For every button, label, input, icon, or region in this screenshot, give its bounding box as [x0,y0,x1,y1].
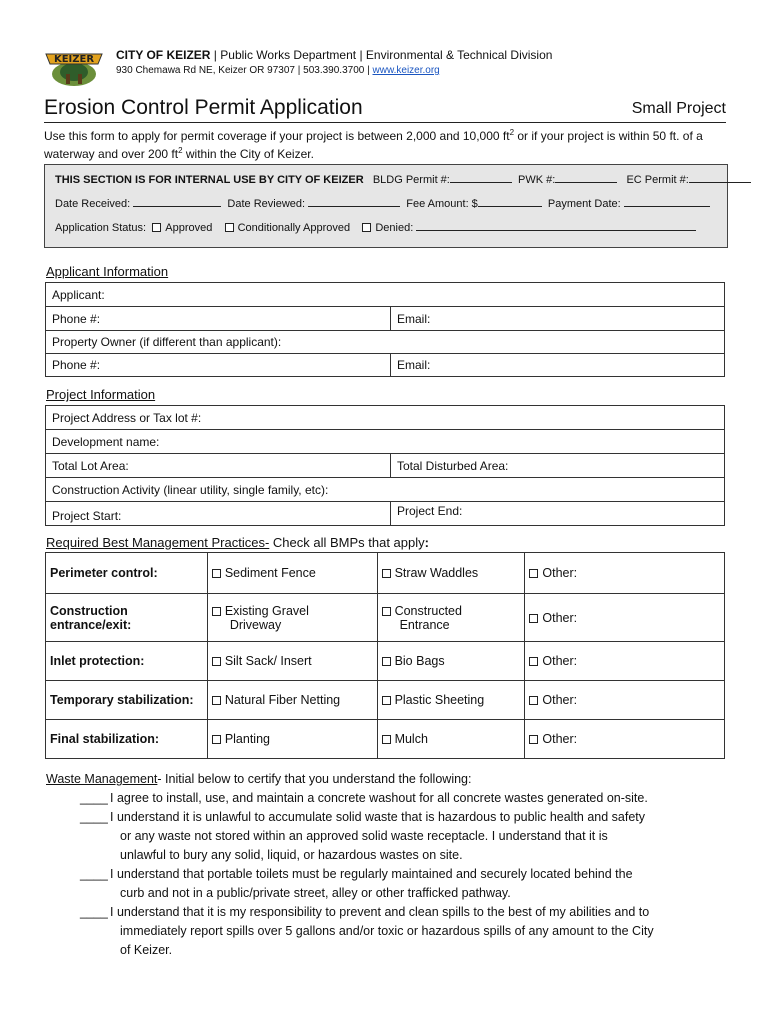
bmp-category: Inlet protection: [46,642,208,681]
project-end-field[interactable]: Project End: [391,502,725,526]
header-org-line [116,48,552,62]
page-subtitle: Small Project [631,100,726,117]
intro-text: Use this form to apply for permit coverage if your project is between 2,000 and 10,000 $ft^2$ or if your project is within 50 ft. of a waterway and over 200 $ft^2$ within the City of Keizer. [44,128,703,161]
applicant-email-field[interactable]: Email: [391,307,725,331]
payment-date-field[interactable] [624,195,710,207]
address: 930 Chemawa Rd NE, Keizer OR 97307 [116,65,295,76]
bmp-category: Construction entrance/exit: [46,594,208,642]
phone: 503.390.3700 [303,65,365,76]
ec-permit-field[interactable] [689,171,751,183]
logo-text: KEIZER [53,54,95,65]
title-divider [44,122,726,123]
separator-3: | [297,65,301,76]
division: Environmental & Technical Division [365,48,553,62]
internal-use-section [44,164,728,248]
bmp-category: Temporary stabilization: [46,681,208,720]
bmp-other[interactable]: Other: [525,720,725,759]
internal-row-2: Date Received: Date Reviewed: Fee Amount: $ Payment Date: [55,195,710,210]
bmp-option[interactable]: Mulch [377,720,525,759]
pwk-field[interactable] [555,171,617,183]
property-owner-field[interactable]: Property Owner (if different than applicant): [46,331,725,354]
waste-heading-line: Waste Management- Initial below to certify that you understand the following: [46,772,472,786]
bmp-category: Perimeter control: [46,553,208,594]
date-reviewed-field[interactable] [308,195,400,207]
date-received-field[interactable] [133,195,221,207]
bldg-permit-field[interactable] [450,171,512,183]
project-start-field[interactable]: Project Start: [46,502,391,526]
owner-phone-field[interactable]: Phone #: [46,354,391,377]
initial-blank[interactable]: ____ [80,791,108,805]
construction-activity-field[interactable]: Construction Activity (linear utility, single family, etc): [46,478,725,502]
development-name-field[interactable]: Development name: [46,430,725,454]
conditionally-approved-checkbox[interactable] [225,223,234,232]
department: Public Works Department [220,48,357,62]
initial-blank[interactable]: ____ [80,867,108,881]
bmp-option[interactable]: Constructed Entrance [377,594,525,642]
waste-heading: Waste Management [46,772,158,786]
page-title: Erosion Control Permit Application [44,96,363,119]
waste-management-section [46,770,736,960]
bmp-heading: Required Best Management Practices- Check all BMPs that apply: [46,535,429,550]
bmp-other[interactable]: Other: [525,642,725,681]
bmp-option[interactable]: Plastic Sheeting [377,681,525,720]
initial-blank[interactable]: ____ [80,905,108,919]
total-disturbed-area-field[interactable]: Total Disturbed Area: [391,454,725,478]
internal-row-3: Application Status: Approved Conditionally Approved Denied: [55,219,696,234]
waste-item-1: ____ I agree to install, use, and maintain a concrete washout for all concrete wastes generated on-site. [46,789,736,808]
total-lot-area-field[interactable]: Total Lot Area: [46,454,391,478]
bmp-option[interactable]: Bio Bags [377,642,525,681]
project-table [45,405,725,526]
header-contact-line [116,65,440,76]
bmp-other[interactable]: Other: [525,553,725,594]
bmp-category: Final stabilization: [46,720,208,759]
bmp-option[interactable]: Straw Waddles [377,553,525,594]
fee-amount-field[interactable] [478,195,542,207]
waste-item-4: ____ I understand that it is my responsibility to prevent and clean spills to the best of my abilities and to immediately report spills over 5 gallons and/or toxic or hazardous spills of any amount to the City of Keizer. [80,905,654,957]
internal-row-1: THIS SECTION IS FOR INTERNAL USE BY CITY OF KEIZER BLDG Permit #: PWK #: EC Permit #: [55,171,751,186]
applicant-field[interactable]: Applicant: [46,283,725,307]
city-logo [44,44,104,88]
bmp-row-perimeter [46,553,725,594]
bmp-option[interactable]: Planting [207,720,377,759]
bmp-other[interactable]: Other: [525,594,725,642]
bmp-row-temporary [46,681,725,720]
waste-item-2: ____ I understand it is unlawful to accumulate solid waste that is hazardous to public health and safety or any waste not stored within an approved solid waste receptacle. I understand that it is unlawful to bury any solid, liquid, or hazardous wastes on site. [80,810,646,862]
denied-checkbox[interactable] [362,223,371,232]
bmp-option[interactable]: Sediment Fence [207,553,377,594]
bmp-row-final [46,720,725,759]
applicant-phone-field[interactable]: Phone #: [46,307,391,331]
project-heading: Project Information [46,387,156,402]
internal-heading: THIS SECTION IS FOR INTERNAL USE BY CITY OF KEIZER [55,174,364,186]
waste-item-3: ____ I understand that portable toilets must be regularly maintained and securely located behind the curb and not in a public/private street, alley or other trafficked pathway. [80,867,633,900]
applicant-table [45,282,725,377]
bmp-table [45,552,725,759]
applicant-heading: Applicant Information [46,264,169,279]
bmp-option[interactable]: Natural Fiber Netting [207,681,377,720]
separator-4: | [367,65,370,76]
project-address-field[interactable]: Project Address or Tax lot #: [46,406,725,430]
bmp-other[interactable]: Other: [525,681,725,720]
bmp-row-construction [46,594,725,642]
denied-reason-field[interactable] [416,219,696,231]
initial-blank[interactable]: ____ [80,810,108,824]
org-name: CITY OF KEIZER [116,48,211,62]
bmp-row-inlet [46,642,725,681]
separator-2: | [359,48,363,62]
bmp-option[interactable]: Existing Gravel Driveway [207,594,377,642]
owner-email-field[interactable]: Email: [391,354,725,377]
separator-1: | [213,48,217,62]
bmp-option[interactable]: Silt Sack/ Insert [207,642,377,681]
approved-checkbox[interactable] [152,223,161,232]
website-link[interactable]: www.keizer.org [372,65,440,76]
